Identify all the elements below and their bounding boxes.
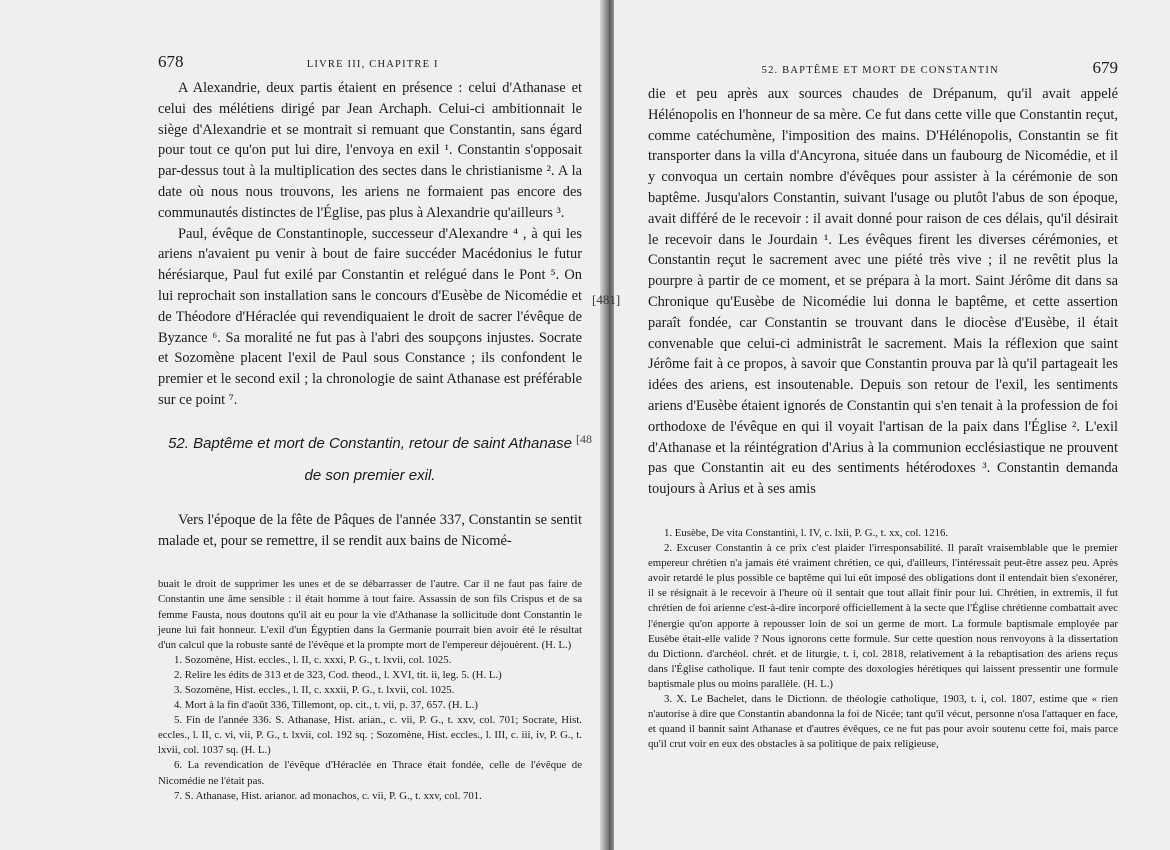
left-page-number: 678	[158, 52, 184, 71]
footnote: 2. Relire les édits de 313 et de 323, Cod. theod., l. XVI, tit. ii, leg. 5. (H. L.)	[174, 668, 502, 681]
margin-reference: [481]	[592, 292, 621, 307]
paragraph: die et peu après aux sources chaudes de Drépanum, qu'il avait appelé Hélénopolis en l'honneur de sa mère. Ce fut dans cette ville que Constantin reçut, comme catéchumène, l'imposition des mains. D'Hélénopolis, Constantin se fit transporter dans la villa d'Ancyrona, située dans un faubourg de Nicomédie, et il y convoqua un certain nombre d'évêques pour assister à la cérémonie de son baptême. Jusqu'alors Constantin, suivant l'usage ou plutôt l'abus de son époque, avait différé de le recevoir : il avait donné pour raison de ces délais, qu'il désirait le recevoir dans le Jourdain ¹. Les évêques firent les diverses cérémonies, et Constantin reçut le sacrement avec une piété très vive ; il ne revêtit plus la pourpre à partir de ce moment, et se prépara à la mort. Saint Jérôme dit dans sa Chronique qu'Eusèbe de Nicomédie lui donna le baptême, et cette assertion paraît fondée, car Constantin se trouvant dans le diocèse d'Eusèbe, il était convenable que celui-ci administrât le sacrement. Mais la réflexion que saint Jérôme fait à ce propos, à savoir que Constantin prouva par là qu'il partageait les idées des ariens, est insoutenable. Depuis son retour de l'exil, les sentiments ariens d'Eusèbe étaient ignorés de Constantin qui s'en tenait à la profession de foi orthodoxe de l'évêque en qui il voyait l'artisan de la paix dans l'Église ². L'exil d'Athanase et la réintégration d'Arius à la communion ecclésiastique ne prouvent pas que Constantin ait eu des sentiments hétérodoxes ³. Constantin demanda toujours à Arius et à ses amis	[648, 86, 1118, 498]
section-heading	[158, 428, 582, 492]
footnote: 2. Excuser Constantin à ce prix c'est plaider l'irresponsabilité. Il paraît vraisemblable que le premier empereur chrétien n'a jamais été vraiment chrétien, ce qui, d'ailleurs, l'intéressait peut-être assez peu. Après avoir retardé le plus possible ce baptême qui lui eût imposé des obligations dont il entendait bien s'exonérer, il se résignait à le recevoir à l'heure où il sentait que tout allait finir pour lui. Chrétien, in extremis, il fut chrétien de foi arienne c'est-à-dire incorporé officiellement à la secte que l'Église chrétienne combattait avec l'énergie qu'on apporte à repousser loin de soi un germe de mort. La formule baptismale employée par Eusèbe était-elle valide ? Nous ignorons cette formule. Sur cette question nous renvoyons à la dissertation du Dictionn. d'archéol. chrét. et de liturgie, t. i, col. 2818, relativement à la rebaptisation des ariens reçus dans l'Église catholique. Il faut tenir compte des doxologies hérétiques qui laissent pressentir une formule baptismale plus ou moins parallèle. (H. L.)	[648, 542, 1118, 690]
footnote: 7. S. Athanase, Hist. arianor. ad monachos, c. vii, P. G., t. xxv, col. 701.	[174, 789, 482, 802]
left-running-head	[158, 52, 582, 78]
paragraph: A Alexandrie, deux partis étaient en présence : celui d'Athanase et celui des mélétiens dirigé par Jean Archaph. Celui-ci ambitionnait le siège d'Alexandrie et se montrait si remuant que Constantin, sans égard pour tout ce qu'on put lui dire, l'envoya en exil ¹. Constantin s'opposait par-dessus tout à la multiplication des sectes dans le christianisme ². A la date où nous nous trouvons, les ariens ne formaient pas encore des communautés distinctes de l'Église, pas plus à Alexandrie qu'ailleurs ³.	[158, 80, 582, 221]
right-running-title: 52. BAPTÊME ET MORT DE CONSTANTIN	[761, 65, 999, 76]
footnote: 4. Mort à la fin d'août 336, Tillemont, op. cit., t. vii, p. 37, 657. (H. L.)	[174, 699, 478, 712]
paragraph: Paul, évêque de Constantinople, successeur d'Alexandre ⁴ , à qui les ariens n'avaient pu venir à bout de faire succéder Macédonius le futur hérésiarque, Paul fut exilé par Constantin et relégué dans le Pont ⁵. On lui reprochait son installation sans le concours d'Eusèbe de Nicomédie et de Théodore d'Héraclée qui revendiquaient le droit de sacrer l'évêque de Byzance ⁶. Sa moralité ne fut pas à l'abri des soupçons injustes. Socrate et Sozomène placent l'exil de Paul sous Constance ; ils confondent le premier et le second exil ; la chronologie de saint Athanase est préférable sur ce point ⁷.	[158, 225, 582, 408]
right-body-text	[648, 84, 1118, 500]
footnote: 1. Sozomène, Hist. eccles., l. II, c. xxxi, P. G., t. lxvii, col. 1025.	[174, 653, 452, 666]
right-running-head	[648, 58, 1118, 84]
footnote: 6. La revendication de l'évêque d'Héraclée en Thrace était fondée, celle de l'évêque de Nicomédie ne l'était pas.	[158, 759, 582, 787]
footnote-continuation: buait le droit de supprimer les unes et de se débarrasser de l'autre. Car il ne faut pas faire de Constantin une âme sensible : il était homme à tout faire. Assassin de son fils Crispus et de sa femme Fausta, nous doutons qu'il ait eu pour la vie d'Athanase la sollicitude dont Constantin le jeune lui fait honneur. L'exil d'un Égyptien dans la Germanie pourrait bien avoir été le résultat d'un calcul que la robuste santé de l'évêque et la prompte mort de l'empereur déjouèrent. (H. L.)	[158, 578, 582, 651]
footnote: 1. Eusèbe, De vita Constantini, l. IV, c. lxii, P. G., t. xx, col. 1216.	[664, 526, 949, 539]
left-running-title: LIVRE III, CHAPITRE I	[306, 59, 439, 70]
footnote: 5. Fin de l'année 336. S. Athanase, Hist. arian., c. vii, P. G., t. xxv, col. 701; Socrate, Hist. eccles., l. II, c. vi, vii, P. G., t. lxvii, col. 192 sq. ; Sozomène, Hist. eccles., l. III, c. iii, iv, P. G., t. lxvii, col. 1037 sq. (H. L.)	[158, 714, 582, 757]
right-page	[614, 0, 1170, 850]
footnote: 3. Sozomène, Hist. eccles., l. II, c. xxxii, P. G., t. lxvii, col. 1025.	[174, 684, 455, 696]
section-heading-line: 52. Baptême et mort de Constantin, retour de saint Athanase	[168, 434, 572, 452]
margin-reference: [48	[576, 432, 592, 446]
footnote: 3. X. Le Bachelet, dans le Dictionn. de théologie catholique, 1903, t. i, col. 1807, estime que « rien n'autorise à dire que Constantin abandonna la foi de Nicée; tant qu'il vécut, personne n'osa l'attaquer en face, et quand il bannit saint Athanase et d'autres évêques, ce ne fut pas pour avoir soutenu cette foi, mais parce qu'il crut voir en eux des obstacles à sa politique de paix religieuse,	[648, 692, 1118, 751]
right-footnotes	[648, 526, 1118, 752]
section-heading-line: de son premier exil.	[304, 466, 436, 484]
right-page-number: 679	[1092, 58, 1118, 77]
left-body-text	[158, 78, 582, 551]
paragraph: Vers l'époque de la fête de Pâques de l'année 337, Constantin se sentit malade et, pour se remettre, il se rendit aux bains de Nicomé-	[158, 511, 582, 549]
left-footnotes	[158, 577, 582, 803]
